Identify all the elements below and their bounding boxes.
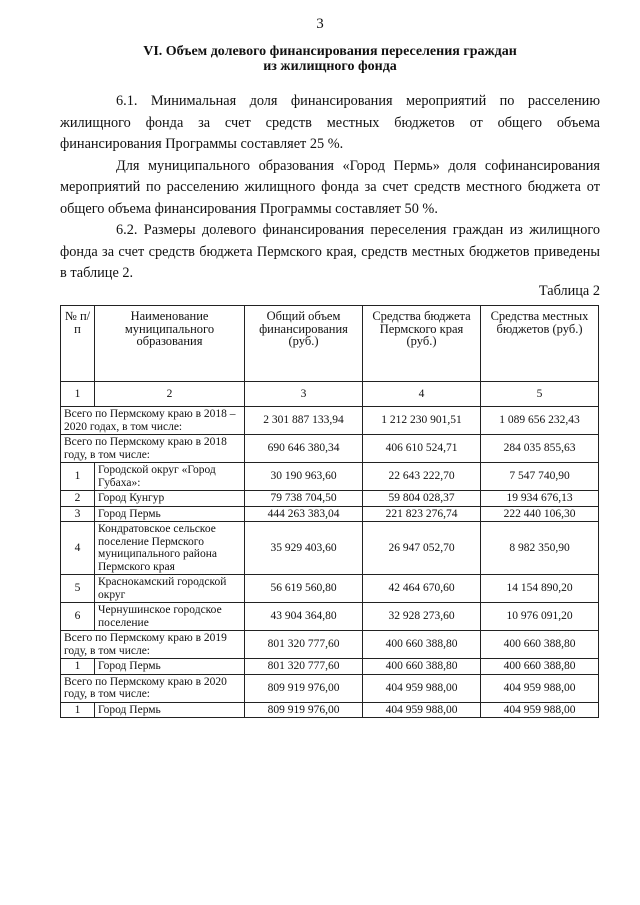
body-text xyxy=(60,91,600,285)
cell-regional-budget: 404 959 988,00 xyxy=(363,674,481,702)
table-row xyxy=(61,659,599,675)
cell-regional-budget: 32 928 273,60 xyxy=(363,603,481,631)
cell-total-financing: 809 919 976,00 xyxy=(245,674,363,702)
index-cell: 1 xyxy=(61,382,95,407)
header-number: № п/п xyxy=(61,306,95,382)
row-number: 6 xyxy=(61,603,95,631)
cell-regional-budget: 404 959 988,00 xyxy=(363,702,481,718)
table-row xyxy=(61,674,599,702)
table-row xyxy=(61,463,599,491)
cell-local-budgets: 10 976 091,20 xyxy=(481,603,599,631)
cell-total-financing: 79 738 704,50 xyxy=(245,491,363,507)
cell-local-budgets: 222 440 106,30 xyxy=(481,506,599,522)
cell-total-financing: 30 190 963,60 xyxy=(245,463,363,491)
cell-regional-budget: 406 610 524,71 xyxy=(363,435,481,463)
cell-local-budgets: 400 660 388,80 xyxy=(481,631,599,659)
cell-total-financing: 801 320 777,60 xyxy=(245,659,363,675)
cell-regional-budget: 221 823 276,74 xyxy=(363,506,481,522)
section-heading-line-2: из жилищного фонда xyxy=(263,59,397,74)
row-municipality: Город Пермь xyxy=(95,506,245,522)
cell-local-budgets: 7 547 740,90 xyxy=(481,463,599,491)
row-number: 5 xyxy=(61,575,95,603)
index-cell: 2 xyxy=(95,382,245,407)
cell-local-budgets: 1 089 656 232,43 xyxy=(481,407,599,435)
row-total-label: Всего по Пермскому краю в 2020 году, в том числе: xyxy=(61,674,245,702)
row-municipality: Городской округ «Город Губаха»: xyxy=(95,463,245,491)
cell-regional-budget: 26 947 052,70 xyxy=(363,522,481,575)
table-row xyxy=(61,603,599,631)
row-municipality: Краснокамский городской округ xyxy=(95,575,245,603)
cell-local-budgets: 404 959 988,00 xyxy=(481,702,599,718)
table-row xyxy=(61,491,599,507)
table-index-row xyxy=(61,382,599,407)
table-body xyxy=(61,407,599,718)
cell-total-financing: 801 320 777,60 xyxy=(245,631,363,659)
row-number: 2 xyxy=(61,491,95,507)
row-municipality: Чернушинское городское поселение xyxy=(95,603,245,631)
cell-local-budgets: 400 660 388,80 xyxy=(481,659,599,675)
index-cell: 3 xyxy=(245,382,363,407)
section-heading xyxy=(60,44,600,74)
cell-total-financing: 56 619 560,80 xyxy=(245,575,363,603)
page-number: 3 xyxy=(316,16,324,32)
paragraph-6-1: 6.1. Минимальная доля финансирования мероприятий по расселению жилищного фонда за счет средств местных бюджетов от общего объема финансирования Программы составляет 25 %. xyxy=(60,93,600,152)
row-total-label: Всего по Пермскому краю в 2018 году, в том числе: xyxy=(61,435,245,463)
table-row xyxy=(61,506,599,522)
cell-regional-budget: 1 212 230 901,51 xyxy=(363,407,481,435)
table-header-row xyxy=(61,306,599,382)
table-row xyxy=(61,522,599,575)
table-caption: Таблица 2 xyxy=(538,283,600,299)
header-municipality: Наименование муниципального образования xyxy=(95,306,245,382)
table-row xyxy=(61,575,599,603)
row-total-label: Всего по Пермскому краю в 2018 – 2020 годах, в том числе: xyxy=(61,407,245,435)
row-number: 1 xyxy=(61,659,95,675)
row-number: 1 xyxy=(61,463,95,491)
table-row xyxy=(61,702,599,718)
index-cell: 5 xyxy=(481,382,599,407)
cell-regional-budget: 22 643 222,70 xyxy=(363,463,481,491)
table-row xyxy=(61,631,599,659)
cell-local-budgets: 14 154 890,20 xyxy=(481,575,599,603)
cell-total-financing: 35 929 403,60 xyxy=(245,522,363,575)
row-number: 4 xyxy=(61,522,95,575)
cell-total-financing: 690 646 380,34 xyxy=(245,435,363,463)
header-regional-budget: Средства бюджета Пермского края (руб.) xyxy=(363,306,481,382)
cell-regional-budget: 400 660 388,80 xyxy=(363,631,481,659)
header-local-budgets: Средства местных бюджетов (руб.) xyxy=(481,306,599,382)
cell-total-financing: 809 919 976,00 xyxy=(245,702,363,718)
cell-regional-budget: 42 464 670,60 xyxy=(363,575,481,603)
cell-local-budgets: 284 035 855,63 xyxy=(481,435,599,463)
cell-local-budgets: 19 934 676,13 xyxy=(481,491,599,507)
cell-local-budgets: 404 959 988,00 xyxy=(481,674,599,702)
row-municipality: Кондратовское сельское поселение Пермского муниципального района Пермского края xyxy=(95,522,245,575)
index-cell: 4 xyxy=(363,382,481,407)
row-number: 3 xyxy=(61,506,95,522)
cell-total-financing: 2 301 887 133,94 xyxy=(245,407,363,435)
table-row xyxy=(61,435,599,463)
row-municipality: Город Кунгур xyxy=(95,491,245,507)
cell-total-financing: 43 904 364,80 xyxy=(245,603,363,631)
paragraph-perm-share: Для муниципального образования «Город Пермь» доля софинансирования мероприятий по расселению жилищного фонда за счет средств местного бюджета от общего объема финансирования Программы составляет 50 %. xyxy=(60,157,600,217)
financing-table xyxy=(60,305,599,718)
cell-regional-budget: 59 804 028,37 xyxy=(363,491,481,507)
row-municipality: Город Пермь xyxy=(95,702,245,718)
section-heading-line-1: VI. Объем долевого финансирования переселения граждан xyxy=(143,44,517,59)
table-row xyxy=(61,407,599,435)
header-total-financing: Общий объем финансирования (руб.) xyxy=(245,306,363,382)
cell-total-financing: 444 263 383,04 xyxy=(245,506,363,522)
paragraph-6-2: 6.2. Размеры долевого финансирования переселения граждан из жилищного фонда за счет средств бюджета Пермского края, средств местных бюджетов приведены в таблице 2. xyxy=(60,222,600,281)
row-number: 1 xyxy=(61,702,95,718)
cell-local-budgets: 8 982 350,90 xyxy=(481,522,599,575)
row-municipality: Город Пермь xyxy=(95,659,245,675)
row-total-label: Всего по Пермскому краю в 2019 году, в том числе: xyxy=(61,631,245,659)
cell-regional-budget: 400 660 388,80 xyxy=(363,659,481,675)
